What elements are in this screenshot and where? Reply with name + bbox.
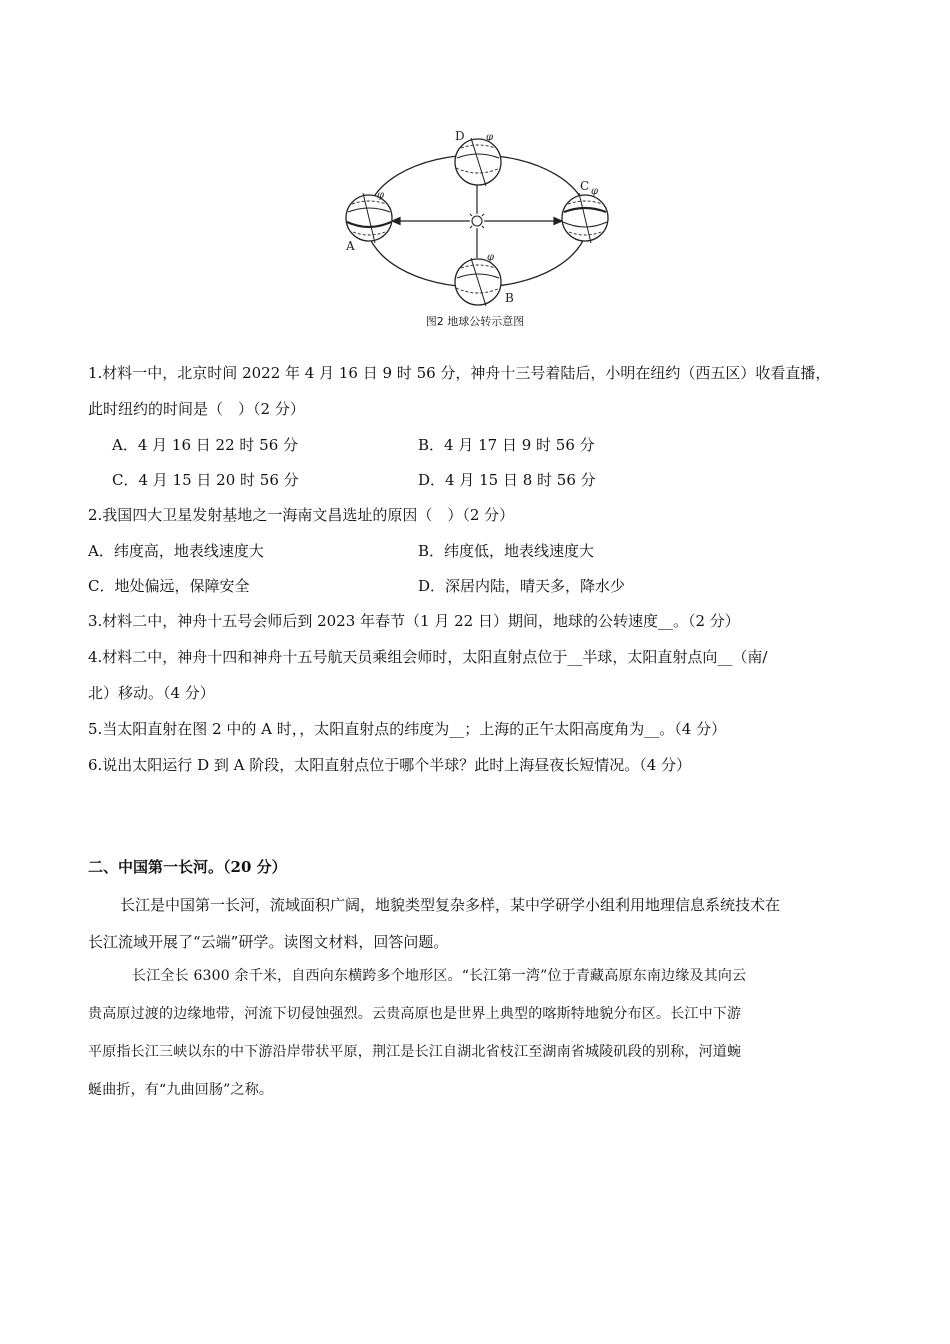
passage-line3: 平原指长江三峡以东的中下游沿岸带状平原，荆江是长江自湖北省枝江至湖南省城陵矶段的别称，河道蜿 — [88, 1044, 742, 1060]
label-d: D — [455, 129, 465, 143]
q3-text: 3.材料二中，神舟十五号会师后到 2023 年春节（1 月 22 日）期间，地球的公转速度__。（2 分） — [88, 612, 740, 630]
q2-text: 2.我国四大卫星发射基地之一海南文昌选址的原因（ ）（2 分） — [88, 506, 515, 524]
q1-option-d: D．4 月 15 日 8 时 56 分 — [418, 471, 596, 489]
svg-text:φ: φ — [377, 190, 385, 201]
svg-text:φ: φ — [487, 252, 495, 263]
svg-text:φ: φ — [591, 186, 599, 197]
q5-text: 5.当太阳直射在图 2 中的 A 时，，太阳直射点的纬度为__；上海的正午太阳高度角为__。（4 分） — [88, 720, 727, 738]
q4-text-line1: 4.材料二中，神舟十四和神舟十五号航天员乘组会师时，太阳直射点位于__半球，太阳直射点向__（南/ — [88, 648, 768, 666]
q1-text-line2: 此时纽约的时间是（ ）（2 分） — [88, 400, 305, 418]
passage-line4: 蜒曲折，有“九曲回肠”之称。 — [88, 1082, 274, 1098]
earth-b-icon — [455, 252, 501, 306]
label-b: B — [505, 291, 514, 305]
section2-intro-line1: 长江是中国第一长河，流域面积广阔，地貌类型复杂多样，某中学研学小组利用地理信息系统技术在 — [120, 896, 781, 914]
earth-c-icon — [562, 186, 608, 243]
q2-option-b: B．纬度低，地表线速度大 — [418, 542, 595, 560]
q4-text-line2: 北）移动。（4 分） — [88, 684, 215, 702]
passage-line1: 长江全长 6300 余千米，自西向东横跨多个地形区。“长江第一湾”位于青藏高原东南边缘及其向云 — [132, 968, 747, 984]
q1-option-a: A．4 月 16 日 22 时 56 分 — [112, 436, 299, 454]
q2-option-d: D．深居内陆，晴天多，降水少 — [418, 577, 626, 595]
label-a: A — [346, 239, 355, 253]
q1-text-line1: 1.材料一中，北京时间 2022 年 4 月 16 日 9 时 56 分，神舟十三号着陆后，小明在纽约（西五区）收看直播， — [88, 364, 831, 382]
q1-option-c: C．4 月 15 日 20 时 56 分 — [112, 471, 299, 489]
sun-icon — [467, 211, 487, 231]
section2-intro-line2: 长江流域开展了“云端”研学。读图文材料，回答问题。 — [88, 933, 449, 951]
svg-text:φ: φ — [486, 132, 494, 143]
earth-orbit-diagram — [330, 120, 620, 320]
label-c: C — [580, 179, 590, 193]
q6-text: 6.说出太阳运行 D 到 A 阶段，太阳直射点位于哪个半球？此时上海昼夜长短情况。（4 分） — [88, 756, 692, 774]
passage-line2: 贵高原过渡的边缘地带，河流下切侵蚀强烈。云贵高原也是世界上典型的喀斯特地貌分布区。长江中下游 — [88, 1006, 742, 1022]
section2-heading: 二、中国第一长河。（20 分） — [88, 858, 287, 876]
q1-option-b: B．4 月 17 日 9 时 56 分 — [418, 436, 595, 454]
figure-caption: 图2 地球公转示意图 — [425, 315, 525, 328]
q2-option-c: C．地处偏远，保障安全 — [88, 577, 250, 595]
orbit-figure — [330, 120, 620, 340]
earth-a-icon — [346, 190, 392, 243]
q2-option-a: A．纬度高，地表线速度大 — [88, 542, 264, 560]
